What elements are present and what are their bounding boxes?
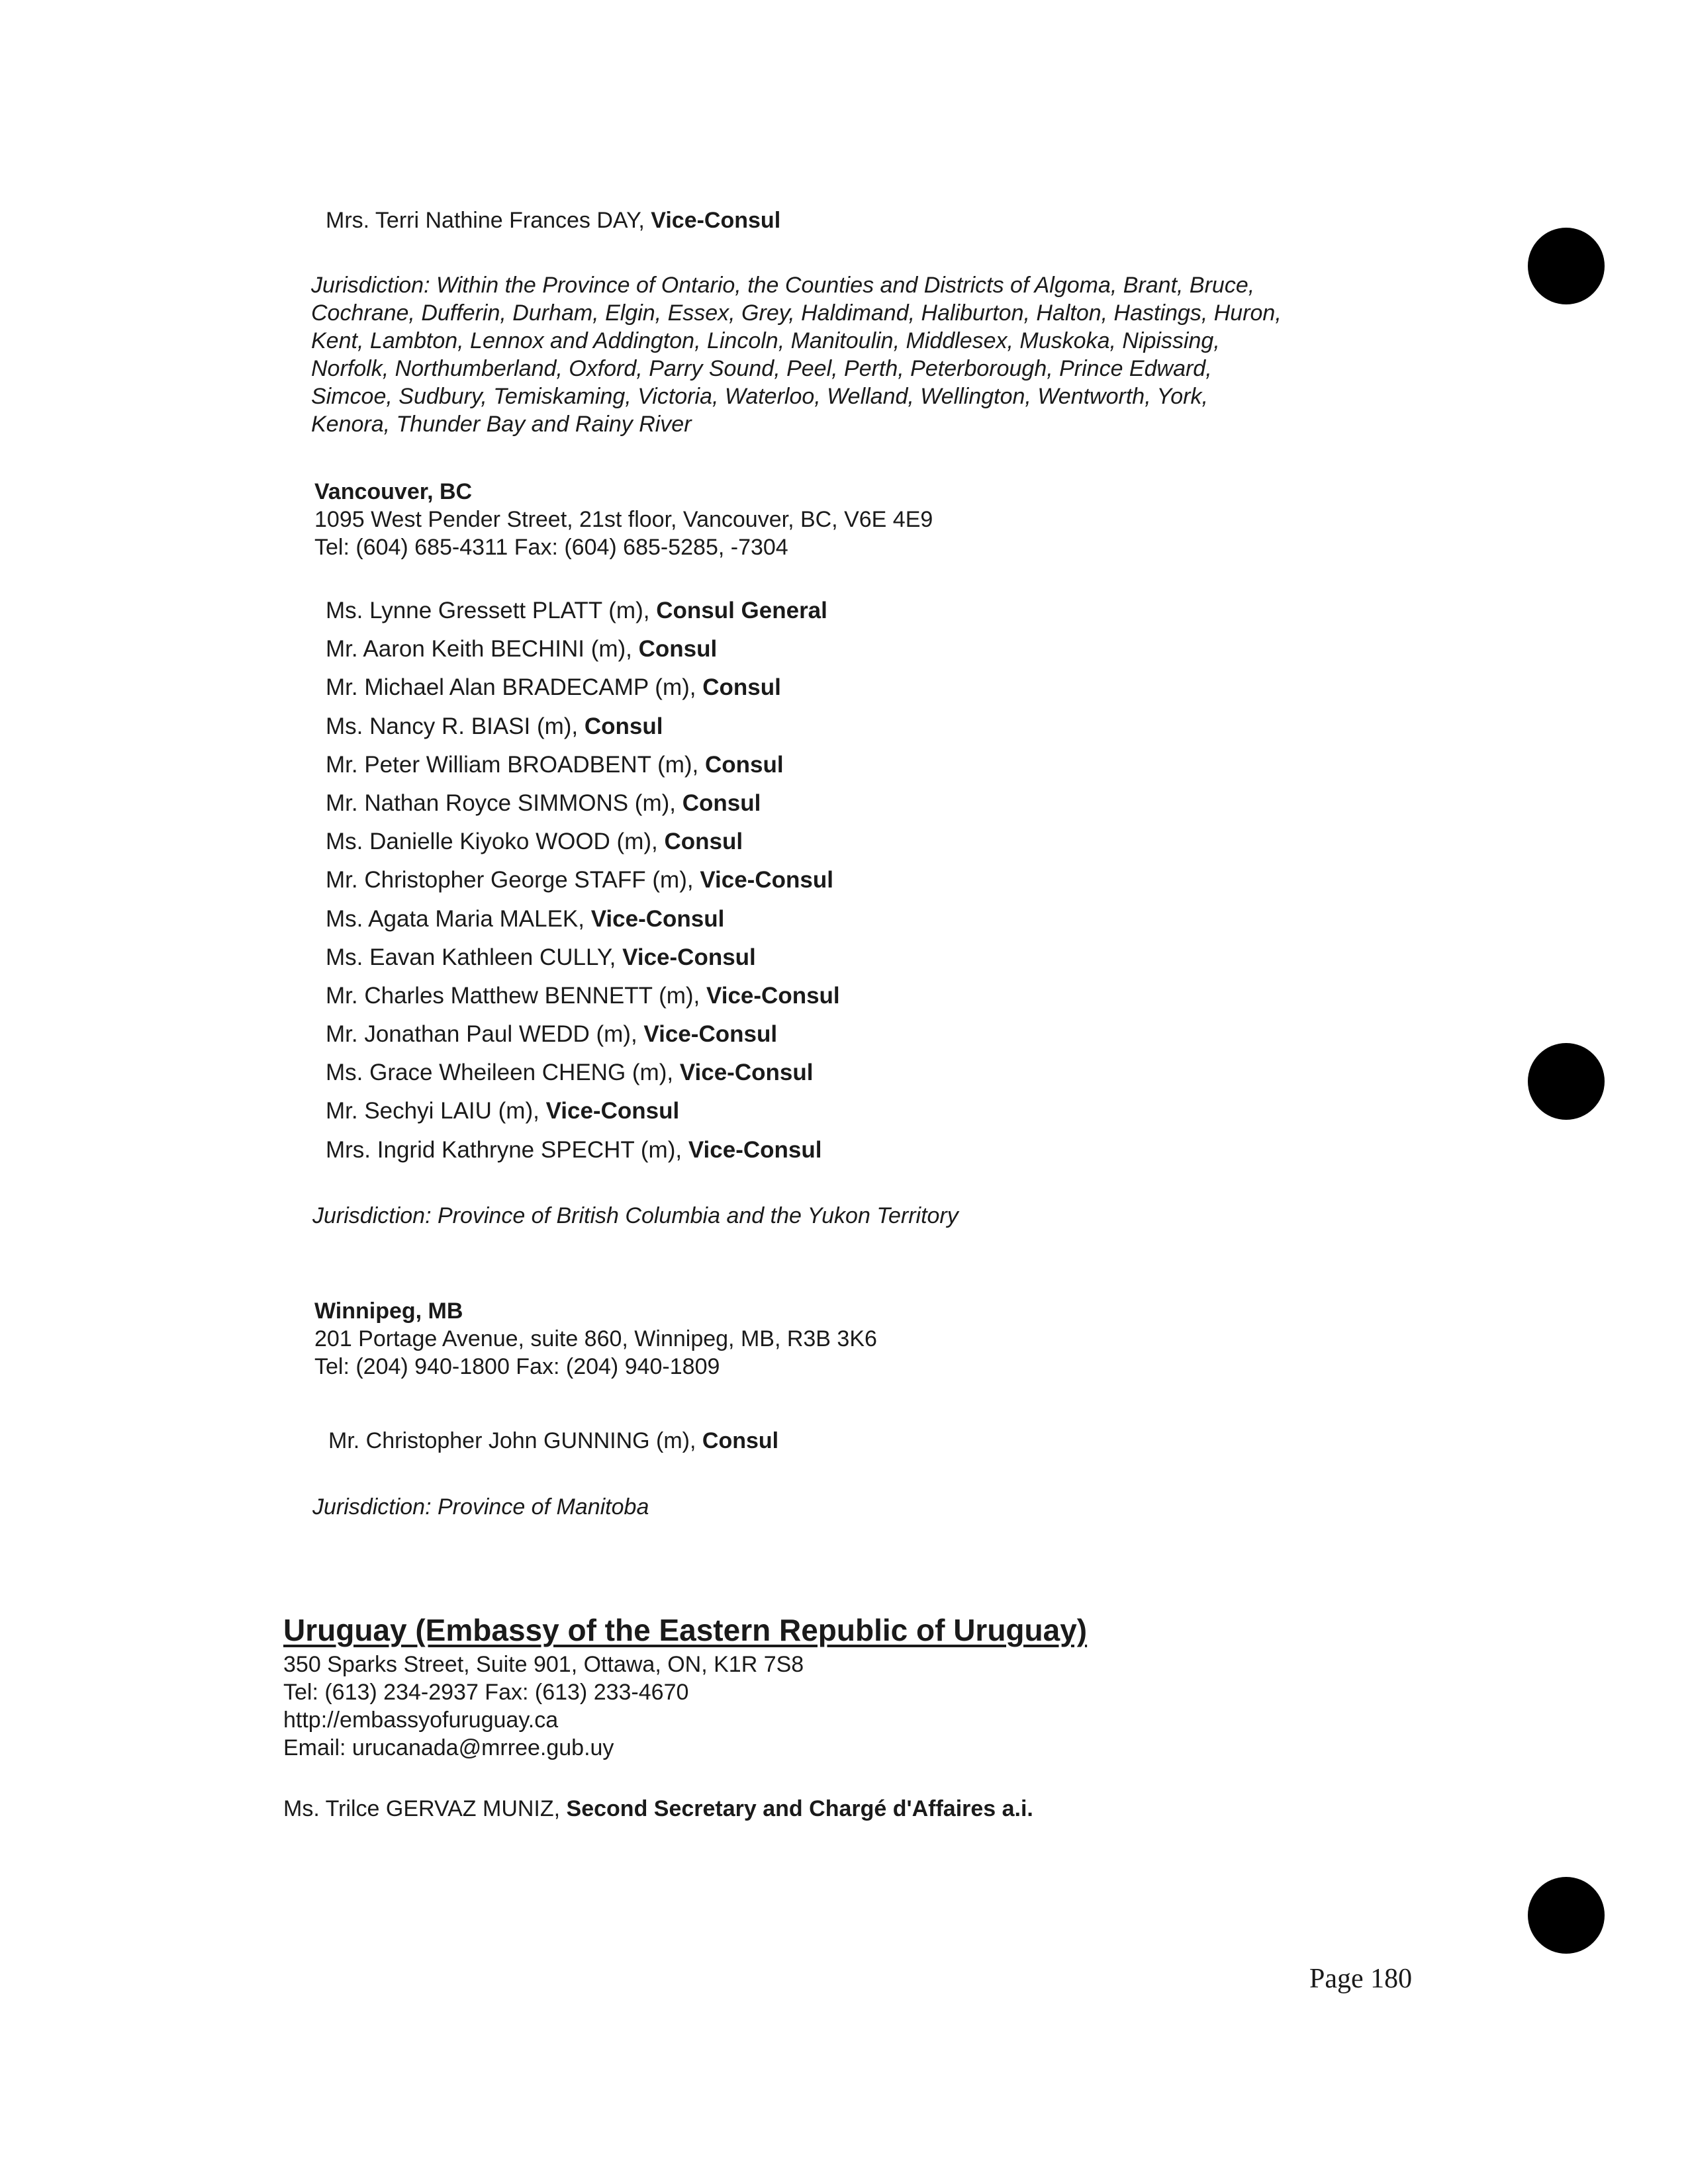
consulate-city: Winnipeg, MB bbox=[314, 1298, 463, 1324]
staff-name: Mr. Michael Alan BRADECAMP (m), bbox=[326, 674, 703, 701]
consulate-address: 201 Portage Avenue, suite 860, Winnipeg, MB, R3B 3K6 bbox=[314, 1326, 877, 1351]
staff-entry bbox=[326, 751, 840, 790]
staff-title: Vice-Consul bbox=[651, 208, 781, 233]
staff-entry bbox=[326, 790, 840, 828]
staff-title: Vice-Consul bbox=[622, 944, 756, 970]
staff-entry bbox=[326, 1097, 840, 1136]
consulate-phone: Tel: (204) 940-1800 Fax: (204) 940-1809 bbox=[314, 1354, 720, 1379]
staff-name: Ms. Nancy R. BIASI (m), bbox=[326, 713, 585, 739]
staff-name: Mr. Sechyi LAIU (m), bbox=[326, 1098, 546, 1124]
staff-title: Consul bbox=[702, 1428, 779, 1453]
staff-title: Vice-Consul bbox=[643, 1021, 778, 1048]
staff-entry bbox=[326, 905, 840, 944]
embassy-address: 350 Sparks Street, Suite 901, Ottawa, ON, K1R 7S8 bbox=[283, 1652, 804, 1677]
staff-entry bbox=[326, 1021, 840, 1059]
country-heading: Uruguay (Embassy of the Eastern Republic of Uruguay) bbox=[283, 1613, 1088, 1647]
staff-title: Second Secretary and Chargé d'Affaires a.i. bbox=[566, 1796, 1033, 1821]
staff-name: Ms. Trilce GERVAZ MUNIZ, bbox=[283, 1796, 567, 1821]
staff-entry bbox=[326, 206, 780, 234]
staff-title: Consul bbox=[584, 713, 663, 739]
jurisdiction-ontario bbox=[311, 271, 1436, 438]
staff-entry bbox=[326, 828, 840, 866]
staff-name: Mrs. Terri Nathine Frances DAY, bbox=[326, 208, 651, 233]
staff-title: Consul bbox=[664, 829, 743, 855]
jurisdiction-line: Cochrane, Dufferin, Durham, Elgin, Essex, Grey, Haldimand, Haliburton, Halton, Hastings, Huron, bbox=[311, 300, 1282, 326]
jurisdiction-line: Norfolk, Northumberland, Oxford, Parry Sound, Peel, Perth, Peterborough, Prince Edward, bbox=[311, 356, 1212, 381]
staff-name: Ms. Agata Maria MALEK, bbox=[326, 905, 591, 932]
staff-name: Mrs. Ingrid Kathryne SPECHT (m), bbox=[326, 1136, 688, 1163]
staff-entry bbox=[326, 597, 840, 635]
staff-entry bbox=[326, 944, 840, 982]
staff-title: Vice-Consul bbox=[700, 867, 833, 893]
staff-name: Mr. Nathan Royce SIMMONS (m), bbox=[326, 790, 682, 816]
page-number: Page 180 bbox=[1309, 1964, 1413, 1994]
staff-name: Mr. Aaron Keith BECHINI (m), bbox=[326, 636, 639, 662]
staff-list-vancouver bbox=[326, 597, 840, 1175]
staff-entry bbox=[326, 635, 840, 674]
embassy-email: Email: urucanada@mrree.gub.uy bbox=[283, 1735, 614, 1760]
staff-name: Ms. Lynne Gressett PLATT (m), bbox=[326, 598, 657, 623]
staff-entry bbox=[283, 1795, 1033, 1823]
staff-name: Ms. Grace Wheileen CHENG (m), bbox=[326, 1060, 680, 1086]
staff-entry bbox=[326, 982, 840, 1021]
jurisdiction-vancouver: Jurisdiction: Province of British Columbia and the Yukon Territory bbox=[312, 1203, 959, 1228]
staff-name: Ms. Eavan Kathleen CULLY, bbox=[326, 944, 623, 970]
jurisdiction-line: Kenora, Thunder Bay and Rainy River bbox=[311, 412, 692, 437]
jurisdiction-line: Simcoe, Sudbury, Temiskaming, Victoria, Waterloo, Welland, Wellington, Wentworth, York, bbox=[311, 384, 1208, 409]
punch-hole bbox=[1528, 1877, 1605, 1954]
consulate-city: Vancouver, BC bbox=[314, 479, 473, 504]
punch-hole bbox=[1528, 228, 1605, 304]
staff-title: Consul bbox=[705, 751, 784, 778]
staff-entry bbox=[326, 1136, 840, 1175]
embassy-website: http://embassyofuruguay.ca bbox=[283, 1707, 559, 1733]
embassy-phone: Tel: (613) 234-2937 Fax: (613) 233-4670 bbox=[283, 1680, 689, 1705]
staff-entry bbox=[326, 1059, 840, 1097]
staff-entry bbox=[328, 1427, 778, 1455]
staff-name: Ms. Danielle Kiyoko WOOD (m), bbox=[326, 829, 665, 855]
staff-name: Mr. Christopher John GUNNING (m), bbox=[328, 1428, 702, 1453]
staff-entry bbox=[326, 713, 840, 751]
staff-title: Consul bbox=[638, 636, 718, 662]
punch-hole bbox=[1528, 1043, 1605, 1120]
staff-name: Mr. Charles Matthew BENNETT (m), bbox=[326, 982, 707, 1009]
staff-title: Vice-Consul bbox=[706, 982, 840, 1009]
staff-title: Consul bbox=[702, 674, 781, 701]
staff-entry bbox=[326, 866, 840, 905]
staff-title: Consul bbox=[682, 790, 761, 816]
jurisdiction-winnipeg: Jurisdiction: Province of Manitoba bbox=[312, 1494, 649, 1520]
staff-name: Mr. Jonathan Paul WEDD (m), bbox=[326, 1021, 644, 1048]
staff-entry bbox=[326, 674, 840, 712]
staff-title: Vice-Consul bbox=[679, 1060, 814, 1086]
consulate-phone: Tel: (604) 685-4311 Fax: (604) 685-5285, -7304 bbox=[314, 535, 788, 560]
staff-name: Mr. Christopher George STAFF (m), bbox=[326, 867, 700, 893]
staff-name: Mr. Peter William BROADBENT (m), bbox=[326, 751, 706, 778]
staff-title: Vice-Consul bbox=[688, 1136, 822, 1163]
consulate-address: 1095 West Pender Street, 21st floor, Vancouver, BC, V6E 4E9 bbox=[314, 507, 933, 532]
staff-title: Vice-Consul bbox=[590, 905, 725, 932]
jurisdiction-line: Kent, Lambton, Lennox and Addington, Lincoln, Manitoulin, Middlesex, Muskoka, Nipissing, bbox=[311, 328, 1220, 353]
staff-title: Consul General bbox=[656, 598, 827, 623]
staff-title: Vice-Consul bbox=[545, 1098, 680, 1124]
jurisdiction-line: Jurisdiction: Within the Province of Ontario, the Counties and Districts of Algoma, Brant, Bruce, bbox=[311, 273, 1255, 298]
